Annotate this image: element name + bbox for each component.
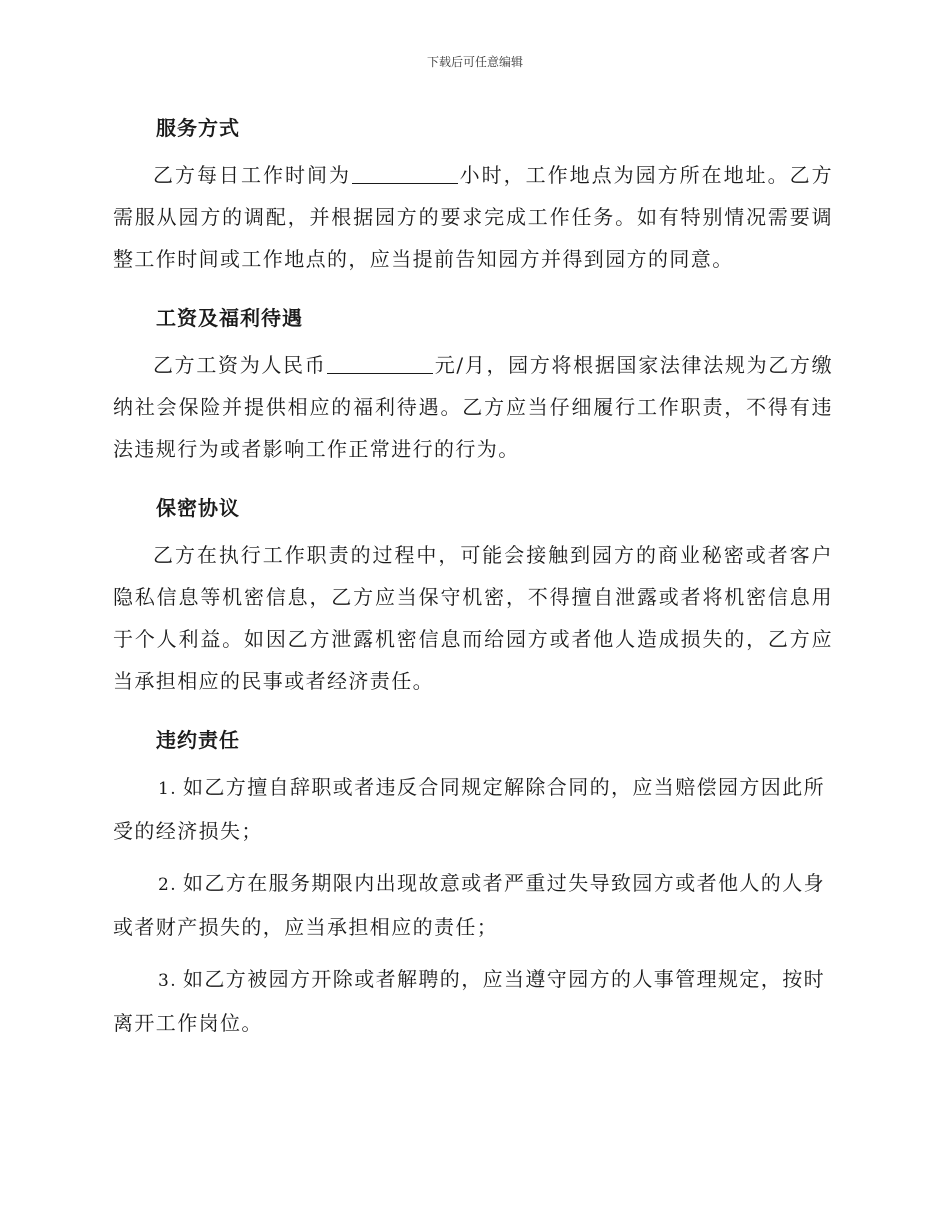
- breach-item-3: [113, 958, 833, 1044]
- item-number: 2.: [158, 875, 178, 895]
- item-number: 3.: [158, 971, 178, 991]
- section-title-salary: 工资及福利待遇: [156, 306, 303, 330]
- salary-amount-blank: [327, 353, 433, 374]
- document-body: [113, 108, 833, 1054]
- salary-paragraph: [113, 344, 833, 470]
- salary-text-after-blank: 元/月，园方将根据国家法律法规为乙方缴纳社会保险并提供相应的福利待遇。乙方应当仔细履行工作职责，不得有违法违规行为或者影响工作正常进行的行为。: [113, 353, 834, 461]
- service-text-after-blank: 小时，工作地点为园方所在地址。乙方需服从园方的调配，并根据园方的要求完成工作任务。如有特别情况需要调整工作时间或工作地点的，应当提前告知园方并得到园方的同意。: [113, 163, 833, 271]
- item-text: 如乙方在服务期限内出现故意或者严重过失导致园方或者他人的人身或者财产损失的，应当承担相应的责任；: [113, 871, 825, 939]
- salary-text-before-blank: 乙方工资为人民币: [153, 353, 327, 377]
- section-title-service: 服务方式: [156, 116, 240, 140]
- work-hours-blank: [352, 163, 458, 184]
- service-paragraph: [113, 154, 833, 280]
- breach-item-2: [113, 862, 833, 948]
- breach-item-1: [113, 766, 833, 852]
- item-text: 如乙方被园方开除或者解聘的，应当遵守园方的人事管理规定，按时离开工作岗位。: [113, 967, 825, 1035]
- section-title-breach: 违约责任: [156, 728, 240, 752]
- section-title-confidentiality: 保密协议: [156, 496, 240, 520]
- page-header: 下载后可任意编辑: [426, 55, 523, 69]
- service-text-before-blank: 乙方每日工作时间为: [153, 163, 351, 187]
- confidentiality-paragraph: 乙方在执行工作职责的过程中，可能会接触到园方的商业秘密或者客户隐私信息等机密信息，乙方应当保守机密，不得擅自泄露或者将机密信息用于个人利益。如因乙方泄露机密信息而给园方或者他人造成损失的，乙方应当承担相应的民事或者经济责任。: [113, 543, 833, 693]
- item-text: 如乙方擅自辞职或者违反合同规定解除合同的，应当赔偿园方因此所受的经济损失；: [113, 775, 825, 843]
- item-number: 1.: [158, 779, 178, 799]
